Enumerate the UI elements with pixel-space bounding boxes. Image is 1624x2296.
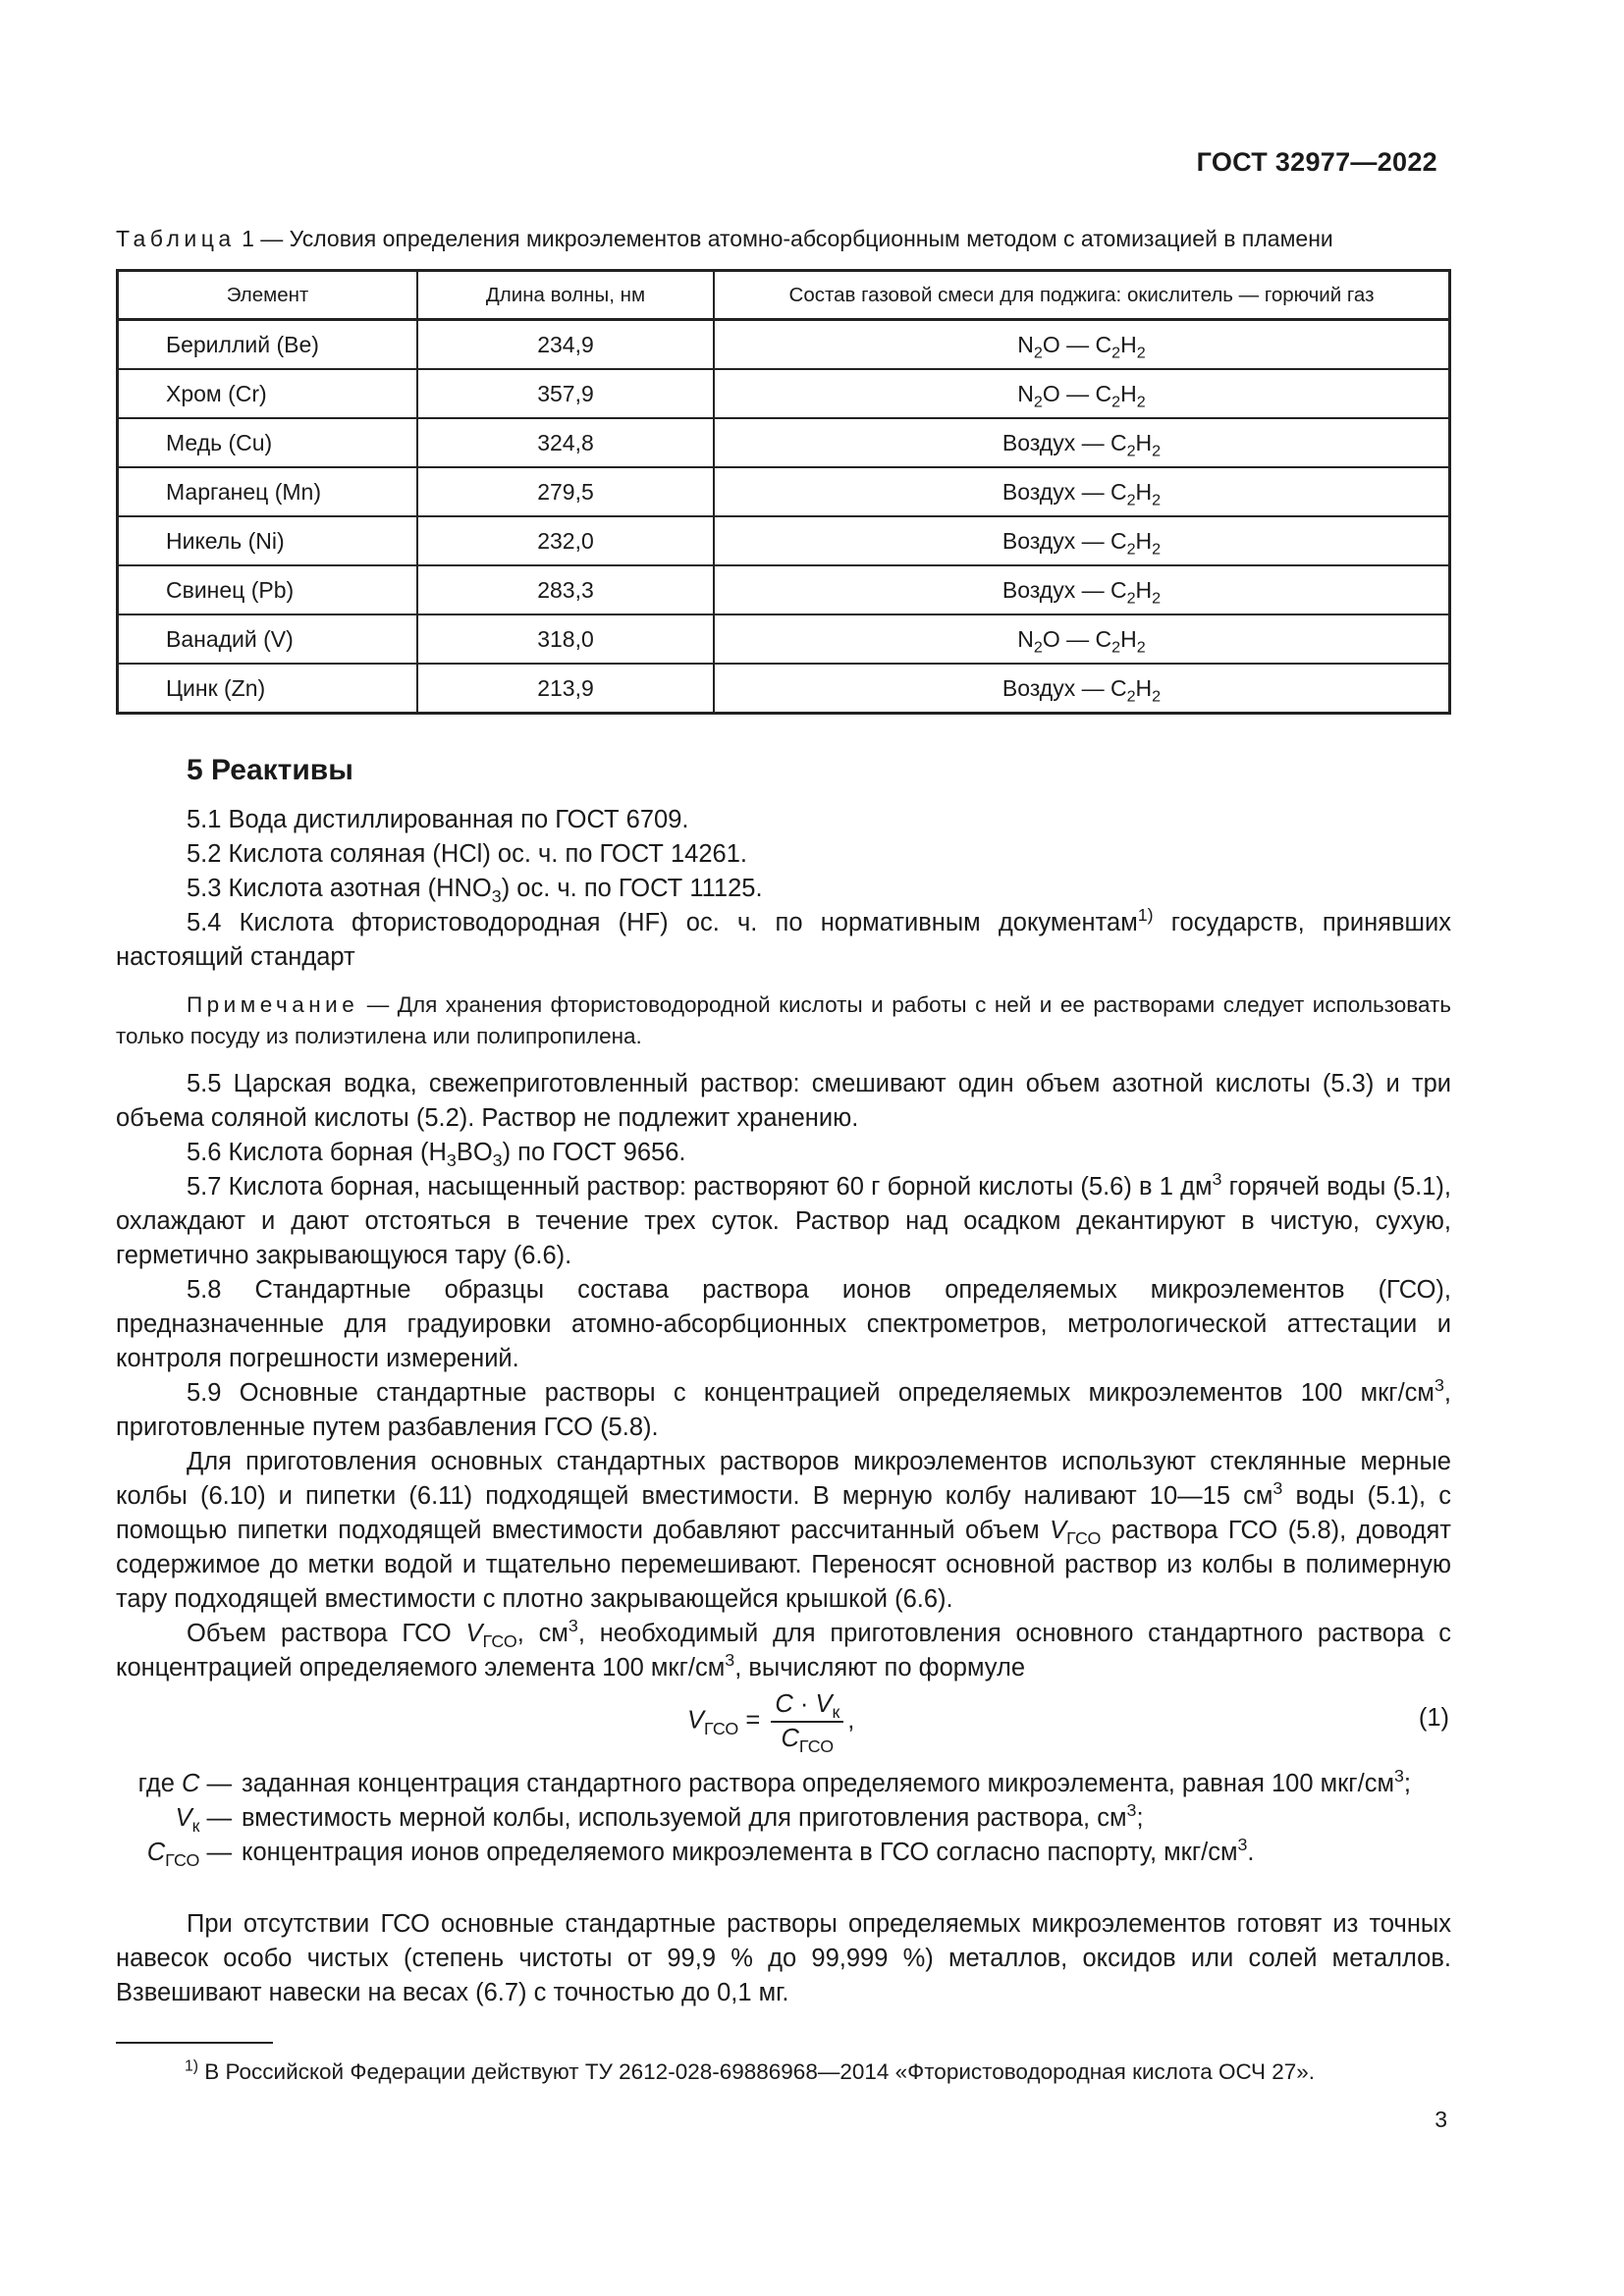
reagents-list-continued [116,1067,1451,1685]
paragraph-5-3: 5.3 Кислота азотная $(HNO_3)$ ос. ч. по ГОСТ 11125. [187,875,763,907]
table-row [118,418,1450,467]
cell-wavelength: 213,9 [417,664,714,714]
cell-wavelength: 232,0 [417,516,714,565]
paragraph-absent-gso-wrap [116,1907,1451,2010]
paragraph-5-4: 5.4 Кислота фтористоводородная (HF) ос. ч. по нормативным документам$^{1)}$ государств, принявших настоящий стандарт [116,905,1451,971]
table-row [118,516,1450,565]
page-number: 3 [1435,2107,1447,2132]
column-header-wavelength: Длина волны, нм [417,271,714,320]
cell-gas-mixture: Воздух — $C_2H_2$ [714,565,1450,614]
cell-gas-mixture: $N_2O$ — $C_2H_2$ [714,320,1450,370]
formula-1: $V_{ГСО}$ = $\frac{C \cdot V_к}{C_{ГСО}}$ , [687,1690,855,1757]
table-header-row [118,271,1450,320]
definition-symbol: $V_к$ — [175,1804,232,1837]
definition-text: вместимость мерной колбы, используемой для приготовления раствора, $см^3$; [242,1800,1144,1832]
paragraph-preparation: Для приготовления основных стандартных растворов микроэлементов используют стеклянные мерные колбы (6.10) и пипетки (6.11) подходящей вместимости. В мерную колбу наливают 10—15 $см^3$ воды (5.1), с помощью пипетки подходящей вместимости добавляют рассчитанный объем $V_{ГСО}$ раствора ГСО (5.8), доводят содержимое до метки водой и тщательно перемешивают. Переносят основной раствор из колбы в полимерную тару подходящей вместимости с плотно закрывающейся крышкой (6.6). [116,1448,1451,1613]
cell-gas-mixture: $N_2O$ — $C_2H_2$ [714,369,1450,418]
paragraph-5-2: 5.2 Кислота соляная (HCl) ос. ч. по ГОСТ 14261. [187,840,747,868]
cell-gas-mixture: Воздух — $C_2H_2$ [714,664,1450,714]
definition-symbol: $C_{ГСО}$ — [146,1839,232,1871]
paragraph-5-9: 5.9 Основные стандартные растворы с концентрацией определяемых микроэлементов 100 мкг/$см^3$, приготовленные путем разбавления ГСО (5.8). [116,1375,1451,1441]
paragraph-5-8: 5.8 Стандартные образцы состава раствора ионов определяемых микроэлементов (ГСО), предназначенные для градуировки атомно-абсорбционных спектрометров, метрологической аттестации и контроля погрешности измерений. [116,1276,1451,1372]
definition-text: заданная концентрация стандартного раствора определяемого микроэлемента, равная 100 мкг/$см^3$; [242,1766,1412,1797]
column-header-gas: Состав газовой смеси для поджига: окислитель — горючий газ [714,271,1450,320]
table-row [118,565,1450,614]
cell-element: Хром (Cr) [118,369,418,418]
cell-element: Марганец (Mn) [118,467,418,516]
cell-element: Ванадий (V) [118,614,418,664]
paragraph-volume: Объем раствора ГСО $V_{ГСО}$, $см^3$, необходимый для приготовления основного стандартного раствора с концентрацией определяемого элемента 100 мкг/$см^3$, вычисляют по формуле [116,1616,1452,1682]
cell-element: Медь (Cu) [118,418,418,467]
footnote-mark: 1) [185,2057,199,2075]
formula-definitions [116,1767,1451,1870]
table-row [118,467,1450,516]
formula-fraction: $\frac{C \cdot V_к}{C_{ГСО}}$ [771,1690,843,1753]
cell-gas-mixture: Воздух — $C_2H_2$ [714,418,1450,467]
cell-element: Цинк (Zn) [118,664,418,714]
table-body [118,320,1450,714]
paragraph-5-6: 5.6 Кислота борная $(H_3BO_3)$ по ГОСТ 9656. [187,1139,686,1171]
paragraph-5-1: 5.1 Вода дистиллированная по ГОСТ 6709. [187,806,689,833]
table-caption-text: 1 — Условия определения микроэлементов атомно-абсорбционным методом с атомизацией в пламени [242,226,1333,251]
cell-element: Свинец (Pb) [118,565,418,614]
definition-symbol: где C — [137,1770,232,1797]
definition-item [116,1836,1451,1870]
cell-wavelength: 279,5 [417,467,714,516]
table-row [118,664,1450,714]
table-row [118,369,1450,418]
section-title: 5 Реактивы [187,754,353,786]
column-header-element: Элемент [118,271,418,320]
table-row [118,614,1450,664]
table-row [118,320,1450,370]
definition-item [116,1801,1451,1836]
paragraph-5-5: 5.5 Царская водка, свежеприготовленный раствор: смешивают один объем азотной кислоты (5.3) и три объема соляной кислоты (5.2). Раствор не подлежит хранению. [116,1070,1451,1132]
formula-number: (1) [1418,1704,1449,1732]
cell-wavelength: 324,8 [417,418,714,467]
footnote [185,2059,1315,2085]
cell-wavelength: 283,3 [417,565,714,614]
note-text: — Для хранения фтористоводородной кислоты и работы с ней и ее растворами следует использовать только посуду из полиэтилена или полипропилена. [116,992,1451,1048]
paragraph-5-7: 5.7 Кислота борная, насыщенный раствор: растворяют 60 г борной кислоты (5.6) в 1 $дм^3$ горячей воды (5.1), охлаждают и дают отстояться в течение трех суток. Раствор над осадком декантируют в чистую, сухую, герметично закрывающуюся тару (6.6). [116,1169,1451,1269]
cell-wavelength: 234,9 [417,320,714,370]
cell-gas-mixture: $N_2O$ — $C_2H_2$ [714,614,1450,664]
document-code: ГОСТ 32977—2022 [1196,147,1437,177]
cell-gas-mixture: Воздух — $C_2H_2$ [714,467,1450,516]
cell-element: Никель (Ni) [118,516,418,565]
note [116,989,1451,1052]
table-caption [116,226,1333,252]
reagents-list [116,803,1451,975]
cell-wavelength: 357,9 [417,369,714,418]
note-label: Примечание [187,992,359,1017]
cell-element: Бериллий (Be) [118,320,418,370]
definition-item [116,1767,1451,1801]
definition-text: концентрация ионов определяемого микроэлемента в ГСО согласно паспорту, мкг/$см^3$. [242,1835,1255,1866]
conditions-table [116,269,1451,715]
cell-wavelength: 318,0 [417,614,714,664]
footnote-separator [116,2042,273,2044]
table-caption-label: Таблица [116,226,236,251]
cell-gas-mixture: Воздух — $C_2H_2$ [714,516,1450,565]
footnote-text: В Российской Федерации действуют ТУ 2612-028-69886968—2014 «Фтористоводородная кислота ОСЧ 27». [198,2059,1316,2084]
paragraph-absent-gso: При отсутствии ГСО основные стандартные растворы определяемых микроэлементов готовят из точных навесок особо чистых (степень чистоты от 99,9 % до 99,999 %) металлов, оксидов или солей металлов. Взвешивают навески на весах (6.7) с точностью до 0,1 мг. [116,1910,1451,2006]
